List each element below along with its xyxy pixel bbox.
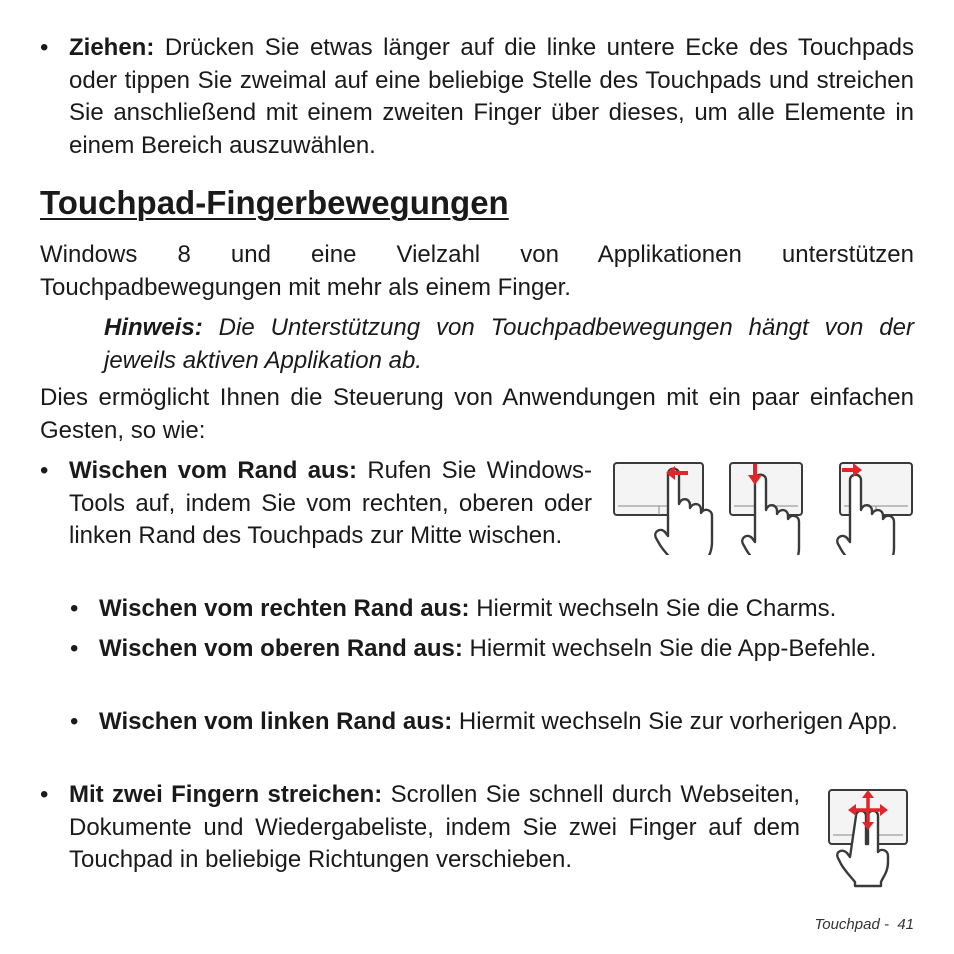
page-number: 41 [897, 916, 914, 933]
two-finger-paragraph [69, 779, 800, 877]
swipe-paragraph [69, 455, 592, 553]
note-paragraph [104, 312, 914, 377]
sub-item-right-edge [99, 593, 914, 626]
gestures-intro-paragraph: Dies ermöglicht Ihnen die Steuerung von Anwendungen mit ein paar einfachen Gesten, so wie: [40, 384, 914, 444]
two-finger-term: Mit zwei Fingern streichen: [69, 781, 383, 808]
sub-item-term: Wischen vom oberen Rand aus: [99, 635, 463, 662]
sub-item-text: Hiermit wechseln Sie zur vorherigen App. [452, 708, 898, 735]
swipe-term: Wischen vom Rand aus: [69, 457, 358, 484]
note-term: Hinweis: [104, 314, 203, 341]
swipe-from-left-figure [837, 463, 912, 555]
section-heading: Touchpad-Fingerbewegungen [40, 184, 509, 221]
sub-bullet-marker: • [70, 635, 79, 662]
drag-paragraph [69, 32, 914, 162]
sub-item-text: Hiermit wechseln Sie die Charms. [469, 595, 837, 622]
sub-item-text: Hiermit wechseln Sie die App-Befehle. [462, 635, 877, 662]
page-footer [814, 916, 914, 933]
footer-section: Touchpad - [814, 916, 889, 933]
intro-paragraph: Windows 8 und eine Vielzahl von Applikationen unterstützen Touchpadbewegungen mit mehr als einem Finger. [40, 241, 914, 301]
bullet-marker: • [40, 34, 49, 61]
sub-item-term: Wischen vom rechten Rand aus: [99, 595, 470, 622]
bullet-marker: • [40, 457, 49, 484]
sub-item-left-edge [99, 706, 914, 739]
edge-swipe-illustrations [612, 460, 914, 555]
sub-item-term: Wischen vom linken Rand aus: [99, 708, 453, 735]
two-finger-text: Scrollen Sie schnell durch Webseiten, Dokumente und Wiedergabeliste, indem Sie zwei Finger auf dem Touchpad in beliebige Richtungen verschieben. [69, 781, 800, 873]
drag-text: Drücken Sie etwas länger auf die linke untere Ecke des Touchpads oder tippen Sie zweimal auf eine beliebige Stelle des Touchpads und streichen Sie anschließend mit einem zweiten Finger über dieses, um alle Elemente in einem Bereich auszuwählen. [69, 34, 914, 159]
swipe-from-top-figure [730, 463, 802, 555]
bullet-marker: • [40, 781, 49, 808]
sub-item-top-edge [99, 633, 914, 666]
note-text: Die Unterstützung von Touchpadbewegungen hängt von der jeweils aktiven Applikation ab. [104, 314, 914, 374]
sub-bullet-marker: • [70, 595, 79, 622]
swipe-from-right-figure [614, 463, 712, 555]
sub-bullet-marker: • [70, 708, 79, 735]
swipe-text: Rufen Sie Windows-Tools auf, indem Sie vom rechten, oberen oder linken Rand des Touchpads zur Mitte wischen. [69, 457, 593, 549]
drag-term: Ziehen: [69, 34, 155, 61]
two-finger-scroll-figure [826, 786, 910, 888]
